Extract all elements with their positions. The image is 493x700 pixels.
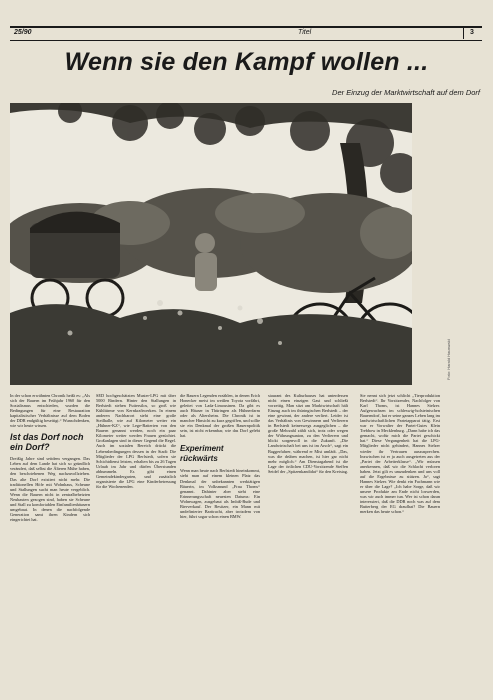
column-4-paragraph-1: staurant des Kulturhauses hat unterdessen nicht einen einzigen Gast und schließt vorzeitig. Man sitzt am Marktwirtschaft hält Einzug auch im thüringischen Berlstedt – der eine gewinnt, der andere verliert. Leider ist das Verhältnis von Gewinnern und Verlierern in Berlstedt keineswegs ausgeglichen – die große Mehrzahl zählt sich, trotz oder wegen der Währungsunion, zu den Verlierern und blickt sorgenvoll in die Zukunft. „Die Landwirtschaft bei uns ist im Arsch“, sagt ein Baggerfahrer, während er Mist umlädt. „Das, was die drüben machen, ist hier gar nicht mehr möglich.“ Am Dienstagabend ist die Lage der örtlichen CDU-Vorsitzende Steffen Seidel der „Spitzenkandidat“ für den Kreistag. xyxy=(268,393,348,474)
article-photo xyxy=(10,103,412,385)
column-5 xyxy=(360,393,440,693)
issue-number: 25/90 xyxy=(14,29,32,36)
page-header xyxy=(10,26,482,41)
column-2-paragraph-1: SED hochgeschätzten Muster-LPG mit über 5000 Rindern. Hinter den Stallungen in Berlstedt stehen Futtersilos, so groß wie Kühltürme von Kernkraftwerken. In einem anderen Nachbarort steht eine große Steilhalle, wie auf Kilometer weiter ein „Hühner-KZ“, wie Lege-Batterien von den Bauern genannt werden, noch ein paar Kilometer weiter werden Frauen gezüchtet. Großanlagen sind in dieser Gegend die Regel. Auch im sozialen Bereich drückt die Lebensbedingungen dessen in der Stadt: Die Mitglieder der LPG Berlstedt, sofern sie Schichtdienst leisten, erhalten bis zu 26 Tagen Urlaub im Jahr und dürfen Überstunden abbummeln. Es gibt einen Gemeindekindergarten, und zusätzlich organisierte die LPG eine Kinderbetreuung für die Wochenenden. xyxy=(96,393,176,489)
photo-credit: Foto: Harald Hauswald xyxy=(446,339,451,380)
photo-illustration xyxy=(10,103,412,385)
column-1-paragraph-2: Dreißig Jahre sind seitdem vergangen. Das Leben auf dem Lande hat sich so gründlich verändert, daß selbst die Älteren Mühe haben, den beschriebenen Weg nachzuvollziehen. Das alte Dorf existiert nicht mehr. Die traditionellen Höfe mit Wohnhaus, Scheune und Stallungen sucht man heute vergeblich. Wenn die Bauern nicht in zentralbeheizten Neubauten gezogen sind, haben sie Scheune und Stall zu komfortablen Einfamilienhäusern umgebaut. In denen die nachfolgende Generation samt ihren Kindern sich eingerichtet hat. xyxy=(10,456,90,522)
page-number: 3 xyxy=(463,26,480,39)
column-1-subheading: Ist das Dorf noch ein Dorf? xyxy=(10,432,84,453)
subheadline: Der Einzug der Marktwirtschaft auf dem Dorf xyxy=(332,88,480,97)
column-3-paragraph-2: Wenn man heute nach Berlstedt hineinkommt, sieht man auf einem kleinen Platz das Denkmal der unbekannten werktätigen Bäuerin, im Volksmund „Frau Thoms“ genannt. Dahinter aber steht eine Erinnerungsschaft neuesten Datums: Ein Wohnwagen, ausgebaut als Imbiß-Bude und Bierverkauf. Der Besitzer, ein Mann mit undefinierter Barttracht, aber trotzdem von hier, führt sogar schon einen BMW. xyxy=(180,468,260,519)
headline: Wenn sie den Kampf wollen ... xyxy=(64,48,429,76)
column-2 xyxy=(96,393,176,693)
column-3 xyxy=(180,393,260,693)
column-1 xyxy=(10,393,90,693)
column-3-subheading: Experiment rückwärts xyxy=(180,444,224,464)
column-4 xyxy=(268,393,348,693)
column-5-paragraph-1: Sie nennt sich jetzt schlicht „Tierproduktion Berlstedt“. Ihr Vorsitzender, Nachfolger von Karl Thoms, ist Hannes Stelzer. Aufgewachsen im schleswig-holsteinischen Bauerndorf, hat er seine ganzes Leben lang im landwirtschaftlichen Parteiapparat tätig. Erst war er Vorwalter der Partei-Gutes Klein Trebbow in Mecklenburg. „Dann habe ich das gemacht, wofür mich die Partei geschickt hat.“ Diese Vergangenheit hat die LPG-Mitglieder nicht gehindert, Hannes Stelzer wieder ihr Vertrauen auszusprechen. Inzwischen ist er ja auch ausgetreten aus der „Partei der Arbeiterklasse“. „Wir müssen anerkennen, daß wir die Schlacht verloren haben. Jetzt gilt es umzudenken und uns voll auf die Ergebnisse zu stützen. Ja“, sagt Hannes Stelzer. Wie denkt ein Fachmann wie er über die Lage? „Ich habe Sorge, daß wir unsere Produkte am Ende nicht loswerden, was wir auch immer tun. Wer ist schon daran interessiert, daß die DDR noch was auf dem Butterberg der EG draufhat? Die Bauern merken das heute schon.“ xyxy=(360,393,440,515)
column-3-paragraph-1: die Bauern Legenden erzählen, in denen Erich Honecker meist im weißen Toyota vorfährt, geleitet von Lada-Limousinen. Da gibt es auch Häuser in Thüringen als Hühnerfarm oder als Altersheim. Die Chronik ist in mancher Hinsicht zu kurz gegriffen, und sollte sie ein Denkmal der großen Bauernpolitik sein, ist nicht erkennbar, wie das Dorf gelebt hat. xyxy=(180,393,260,439)
column-1-paragraph-1: In der schon erwähnten Chronik heißt es: „Als sich der Bauern im Frühjahr 1960 für den Sozialismus entschieden, wurden die Bedingungen für eine Restauration kapitalistischer Verhältnisse auf dem Boden der DDR endgültig beseitigt.“ Wunschdenken, wie wir heute wissen. xyxy=(10,393,90,429)
section-name: Titel xyxy=(298,29,312,36)
